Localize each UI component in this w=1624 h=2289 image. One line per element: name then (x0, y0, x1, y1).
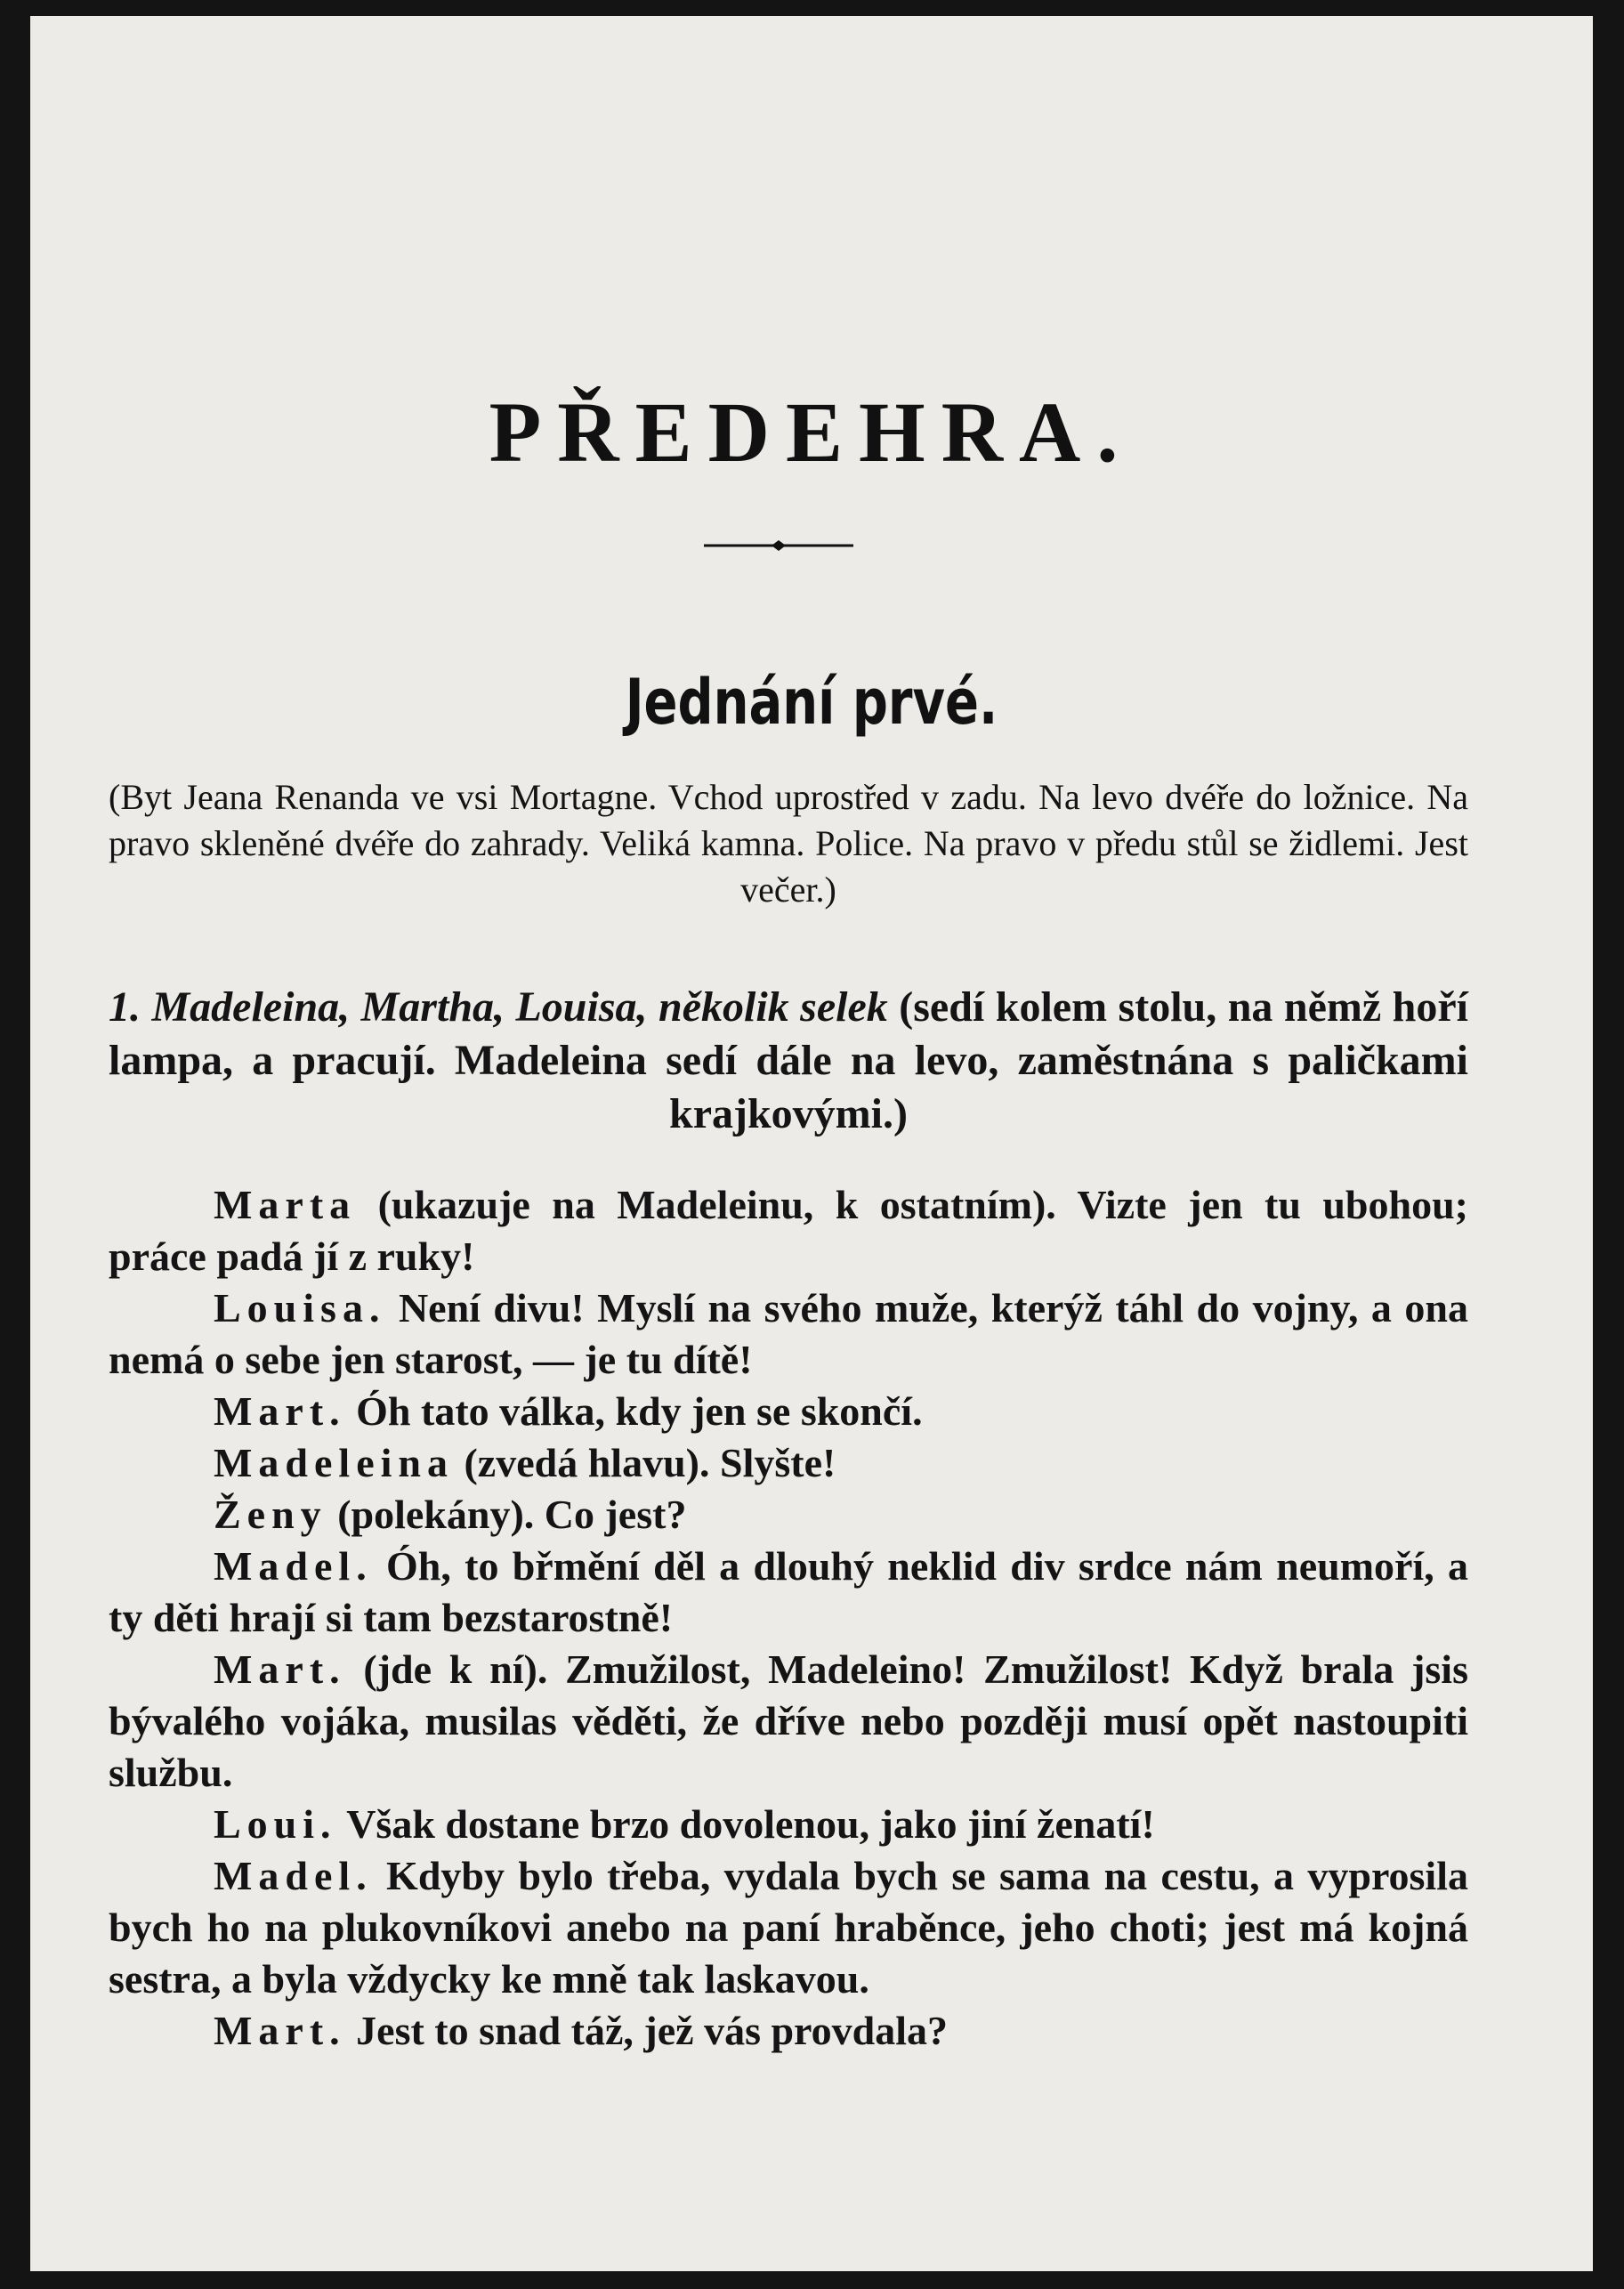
speaker-name: Mart. (214, 1388, 346, 1434)
speaker-name: Loui. (214, 1801, 337, 1847)
title-divider-ornament (704, 537, 853, 554)
line-text: Není divu! Myslí na svého muže, kterýž táhl do vojny, a ona nemá o sebe jen starost, — je tu dítě! (109, 1285, 1468, 1382)
dialogue-line (109, 1282, 1468, 1386)
dialogue-line (109, 2005, 1468, 2057)
act-title: Jednání prvé. (625, 666, 998, 739)
dialogue-line (109, 1386, 1468, 1437)
dialogue-line (109, 1489, 1468, 1541)
book-page (30, 16, 1593, 2271)
line-text: (zvedá hlavu). Slyšte! (453, 1440, 836, 1485)
dialogue-line (109, 1644, 1468, 1799)
speaker-name: Ženy (214, 1492, 327, 1537)
page-title: PŘEDEHRA. (489, 384, 1135, 480)
scene-heading (109, 981, 1468, 1141)
line-text: (polekány). Co jest? (327, 1492, 687, 1537)
scene-direction: (sedí kolem stolu, na němž hoří lampa, a pracují. Madeleina sedí dále na levo, zaměstnána s paličkami krajkovými.) (109, 983, 1469, 1137)
speaker-name: Marta (214, 1182, 357, 1227)
line-text: Óh, to břmění děl a dlouhý neklid div srdce nám neumoří, a ty děti hrají si tam bezstarostně! (109, 1543, 1468, 1640)
speaker-name: Mart. (214, 1646, 346, 1692)
line-text: (jde k ní). Zmužilost, Madeleino! Zmužilost! Když brala jsis bývalého vojáka, musilas věděti, že dříve nebo později musí opět nastoupiti službu. (109, 1646, 1468, 1795)
line-text: Jest to snad táž, jež vás provdala? (345, 2008, 948, 2053)
speaker-name: Mart. (214, 2008, 346, 2053)
speaker-name: Madel. (214, 1853, 373, 1898)
dialogue-line (109, 1799, 1468, 1850)
line-text: Óh tato válka, kdy jen se skončí. (345, 1388, 923, 1434)
dialogue-line (109, 1850, 1468, 2005)
stage-direction: (Byt Jeana Renanda ve vsi Mortagne. Vchod uprostřed v zadu. Na levo dvéře do ložnice. Na pravo skleněné dvéře do zahrady. Veliká kamna. Police. Na pravo v předu stůl se židlemi. Jest večer.) (109, 777, 1468, 910)
dialogue (109, 1179, 1468, 2057)
dialogue-line (109, 1541, 1468, 1644)
speaker-name: Madeleina (214, 1440, 454, 1485)
scene-characters: Madeleina, Martha, Louisa, několik selek (151, 983, 888, 1031)
scene-number: 1. (109, 983, 141, 1031)
dialogue-line (109, 1179, 1468, 1282)
dialogue-line (109, 1437, 1468, 1489)
speaker-name: Madel. (214, 1543, 373, 1589)
speaker-name: Louisa. (214, 1285, 386, 1331)
line-text: (ukazuje na Madeleinu, k ostatním). Vizte jen tu ubohou; práce padá jí z ruky! (109, 1182, 1468, 1279)
line-text: Kdyby bylo třeba, vydala bych se sama na cestu, a vyprosila bych ho na plukovníkovi anebo na paní hraběnce, jeho choti; jest má kojná sestra, a byla vždycky ke mně tak laskavou. (109, 1853, 1468, 2002)
line-text: Však dostane brzo dovolenou, jako jiní ženatí! (336, 1801, 1155, 1847)
